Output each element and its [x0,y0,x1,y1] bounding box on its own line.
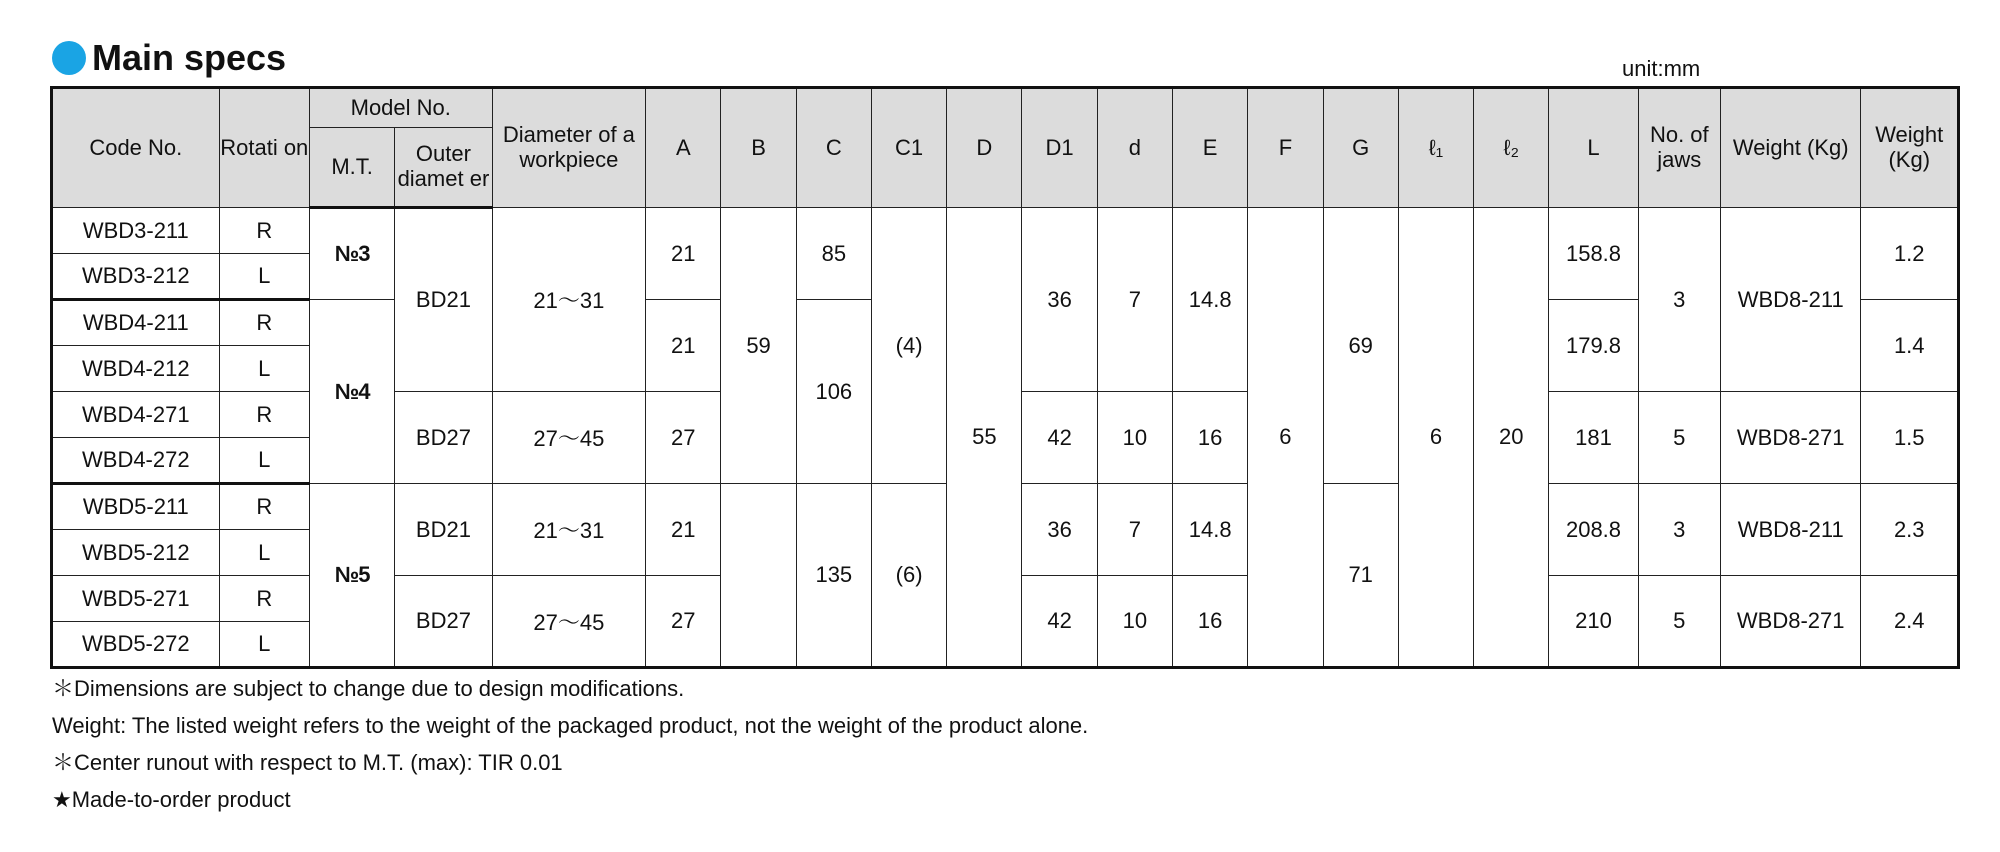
code-cell: WBD3-212 [52,254,220,300]
section-heading [52,37,287,78]
header-g: G [1323,88,1398,208]
f-cell: 6 [1248,208,1323,668]
page-title: Main specs [92,37,287,78]
header-e: E [1173,88,1248,208]
rotation-cell: L [219,438,309,484]
header-f: F [1248,88,1323,208]
e-cell: 16 [1173,392,1248,484]
c-cell: 85 [796,208,871,300]
rotation-cell: R [219,300,309,346]
header-weight: Weight (Kg) [1861,88,1959,208]
e-cell: 14.8 [1173,208,1248,392]
code-cell: WBD5-211 [52,484,220,530]
small-d-cell: 7 [1097,484,1172,576]
d-cell: 55 [947,208,1022,668]
weight-code-cell: WBD8-211 [1720,484,1861,576]
jaws-cell: 3 [1638,484,1720,576]
g-cell: 69 [1323,208,1398,484]
header-l2: ℓ₂ [1474,88,1549,208]
length-cell: 158.8 [1549,208,1638,300]
weight-cell: 1.5 [1861,392,1959,484]
d1-cell: 36 [1022,484,1097,576]
workpiece-range-cell: 21～31 [492,208,646,392]
code-cell: WBD5-271 [52,576,220,622]
d1-cell: 42 [1022,392,1097,484]
header-a: A [646,88,721,208]
table-row [52,208,1959,254]
header-l1: ℓ₁ [1398,88,1473,208]
a-cell: 27 [646,576,721,668]
code-cell: WBD4-211 [52,300,220,346]
weight-cell: 2.3 [1861,484,1959,576]
code-cell: WBD4-272 [52,438,220,484]
g-cell: 71 [1323,484,1398,668]
footnote-weight: Weight: The listed weight refers to the weight of the packaged product, not the weight of the product alone. [52,713,1089,738]
a-cell: 27 [646,392,721,484]
jaws-cell: 3 [1638,208,1720,392]
header-d: D [947,88,1022,208]
code-cell: WBD5-272 [52,622,220,668]
footnote-made-to-order: ★Made-to-order product [52,787,291,812]
header-l: L [1549,88,1638,208]
rotation-cell: L [219,346,309,392]
rotation-cell: L [219,530,309,576]
header-small-d: d [1097,88,1172,208]
header-workpiece-diameter: Diameter of a workpiece [492,88,646,208]
small-d-cell: 10 [1097,392,1172,484]
weight-cell: 1.4 [1861,300,1959,392]
header-code-no: Code No. [52,88,220,208]
a-cell: 21 [646,300,721,392]
header-c1: C1 [871,88,946,208]
rotation-cell: R [219,208,309,254]
header-model-no: Model No. [309,88,492,128]
code-cell: WBD5-212 [52,530,220,576]
weight-cell: 1.2 [1861,208,1959,300]
l2-cell: 20 [1474,208,1549,668]
header-weight-code: Weight (Kg) [1720,88,1861,208]
outer-diameter-cell: BD27 [395,392,492,484]
l1-cell: 6 [1398,208,1473,668]
d1-cell: 42 [1022,576,1097,668]
c1-cell: (4) [871,208,946,484]
d1-cell: 36 [1022,208,1097,392]
c-cell: 135 [796,484,871,668]
circle-bullet-icon [52,41,86,75]
a-cell: 21 [646,484,721,576]
header-c: C [796,88,871,208]
code-cell: WBD4-271 [52,392,220,438]
rotation-cell: L [219,254,309,300]
footnotes [52,670,1088,818]
mt-cell: №5 [309,484,394,668]
jaws-cell: 5 [1638,576,1720,668]
small-d-cell: 10 [1097,576,1172,668]
b-cell-empty [721,484,796,668]
weight-cell: 2.4 [1861,576,1959,668]
weight-code-cell: WBD8-211 [1720,208,1861,392]
footnote-design-change: ＊Dimensions are subject to change due to design modifications. [52,676,685,701]
length-cell: 179.8 [1549,300,1638,392]
e-cell: 16 [1173,576,1248,668]
workpiece-range-cell: 21～31 [492,484,646,576]
weight-code-cell: WBD8-271 [1720,576,1861,668]
header-rotation: Rotati on [219,88,309,208]
a-cell: 21 [646,208,721,300]
mt-cell: №3 [309,208,394,300]
header-mt: M.T. [309,128,394,208]
code-cell: WBD3-211 [52,208,220,254]
header-jaws: No. of jaws [1638,88,1720,208]
unit-label: unit:mm [1622,56,1701,81]
header-outer-diameter: Outer diamet er [395,128,492,208]
c1-cell: (6) [871,484,946,668]
outer-diameter-cell: BD21 [395,484,492,576]
length-cell: 208.8 [1549,484,1638,576]
workpiece-range-cell: 27～45 [492,392,646,484]
footnote-runout: ＊Center runout with respect to M.T. (max): TIR 0.01 [52,750,563,775]
b-cell: 59 [721,208,796,484]
header-b: B [721,88,796,208]
length-cell: 210 [1549,576,1638,668]
rotation-cell: R [219,576,309,622]
weight-code-cell: WBD8-271 [1720,392,1861,484]
code-cell: WBD4-212 [52,346,220,392]
outer-diameter-cell: BD21 [395,208,492,392]
e-cell: 14.8 [1173,484,1248,576]
length-cell: 181 [1549,392,1638,484]
workpiece-range-cell: 27～45 [492,576,646,668]
jaws-cell: 5 [1638,392,1720,484]
specs-table [50,86,1960,669]
rotation-cell: L [219,622,309,668]
header-d1: D1 [1022,88,1097,208]
outer-diameter-cell: BD27 [395,576,492,668]
mt-cell: №4 [309,300,394,484]
c-cell: 106 [796,300,871,484]
small-d-cell: 7 [1097,208,1172,392]
rotation-cell: R [219,392,309,438]
rotation-cell: R [219,484,309,530]
